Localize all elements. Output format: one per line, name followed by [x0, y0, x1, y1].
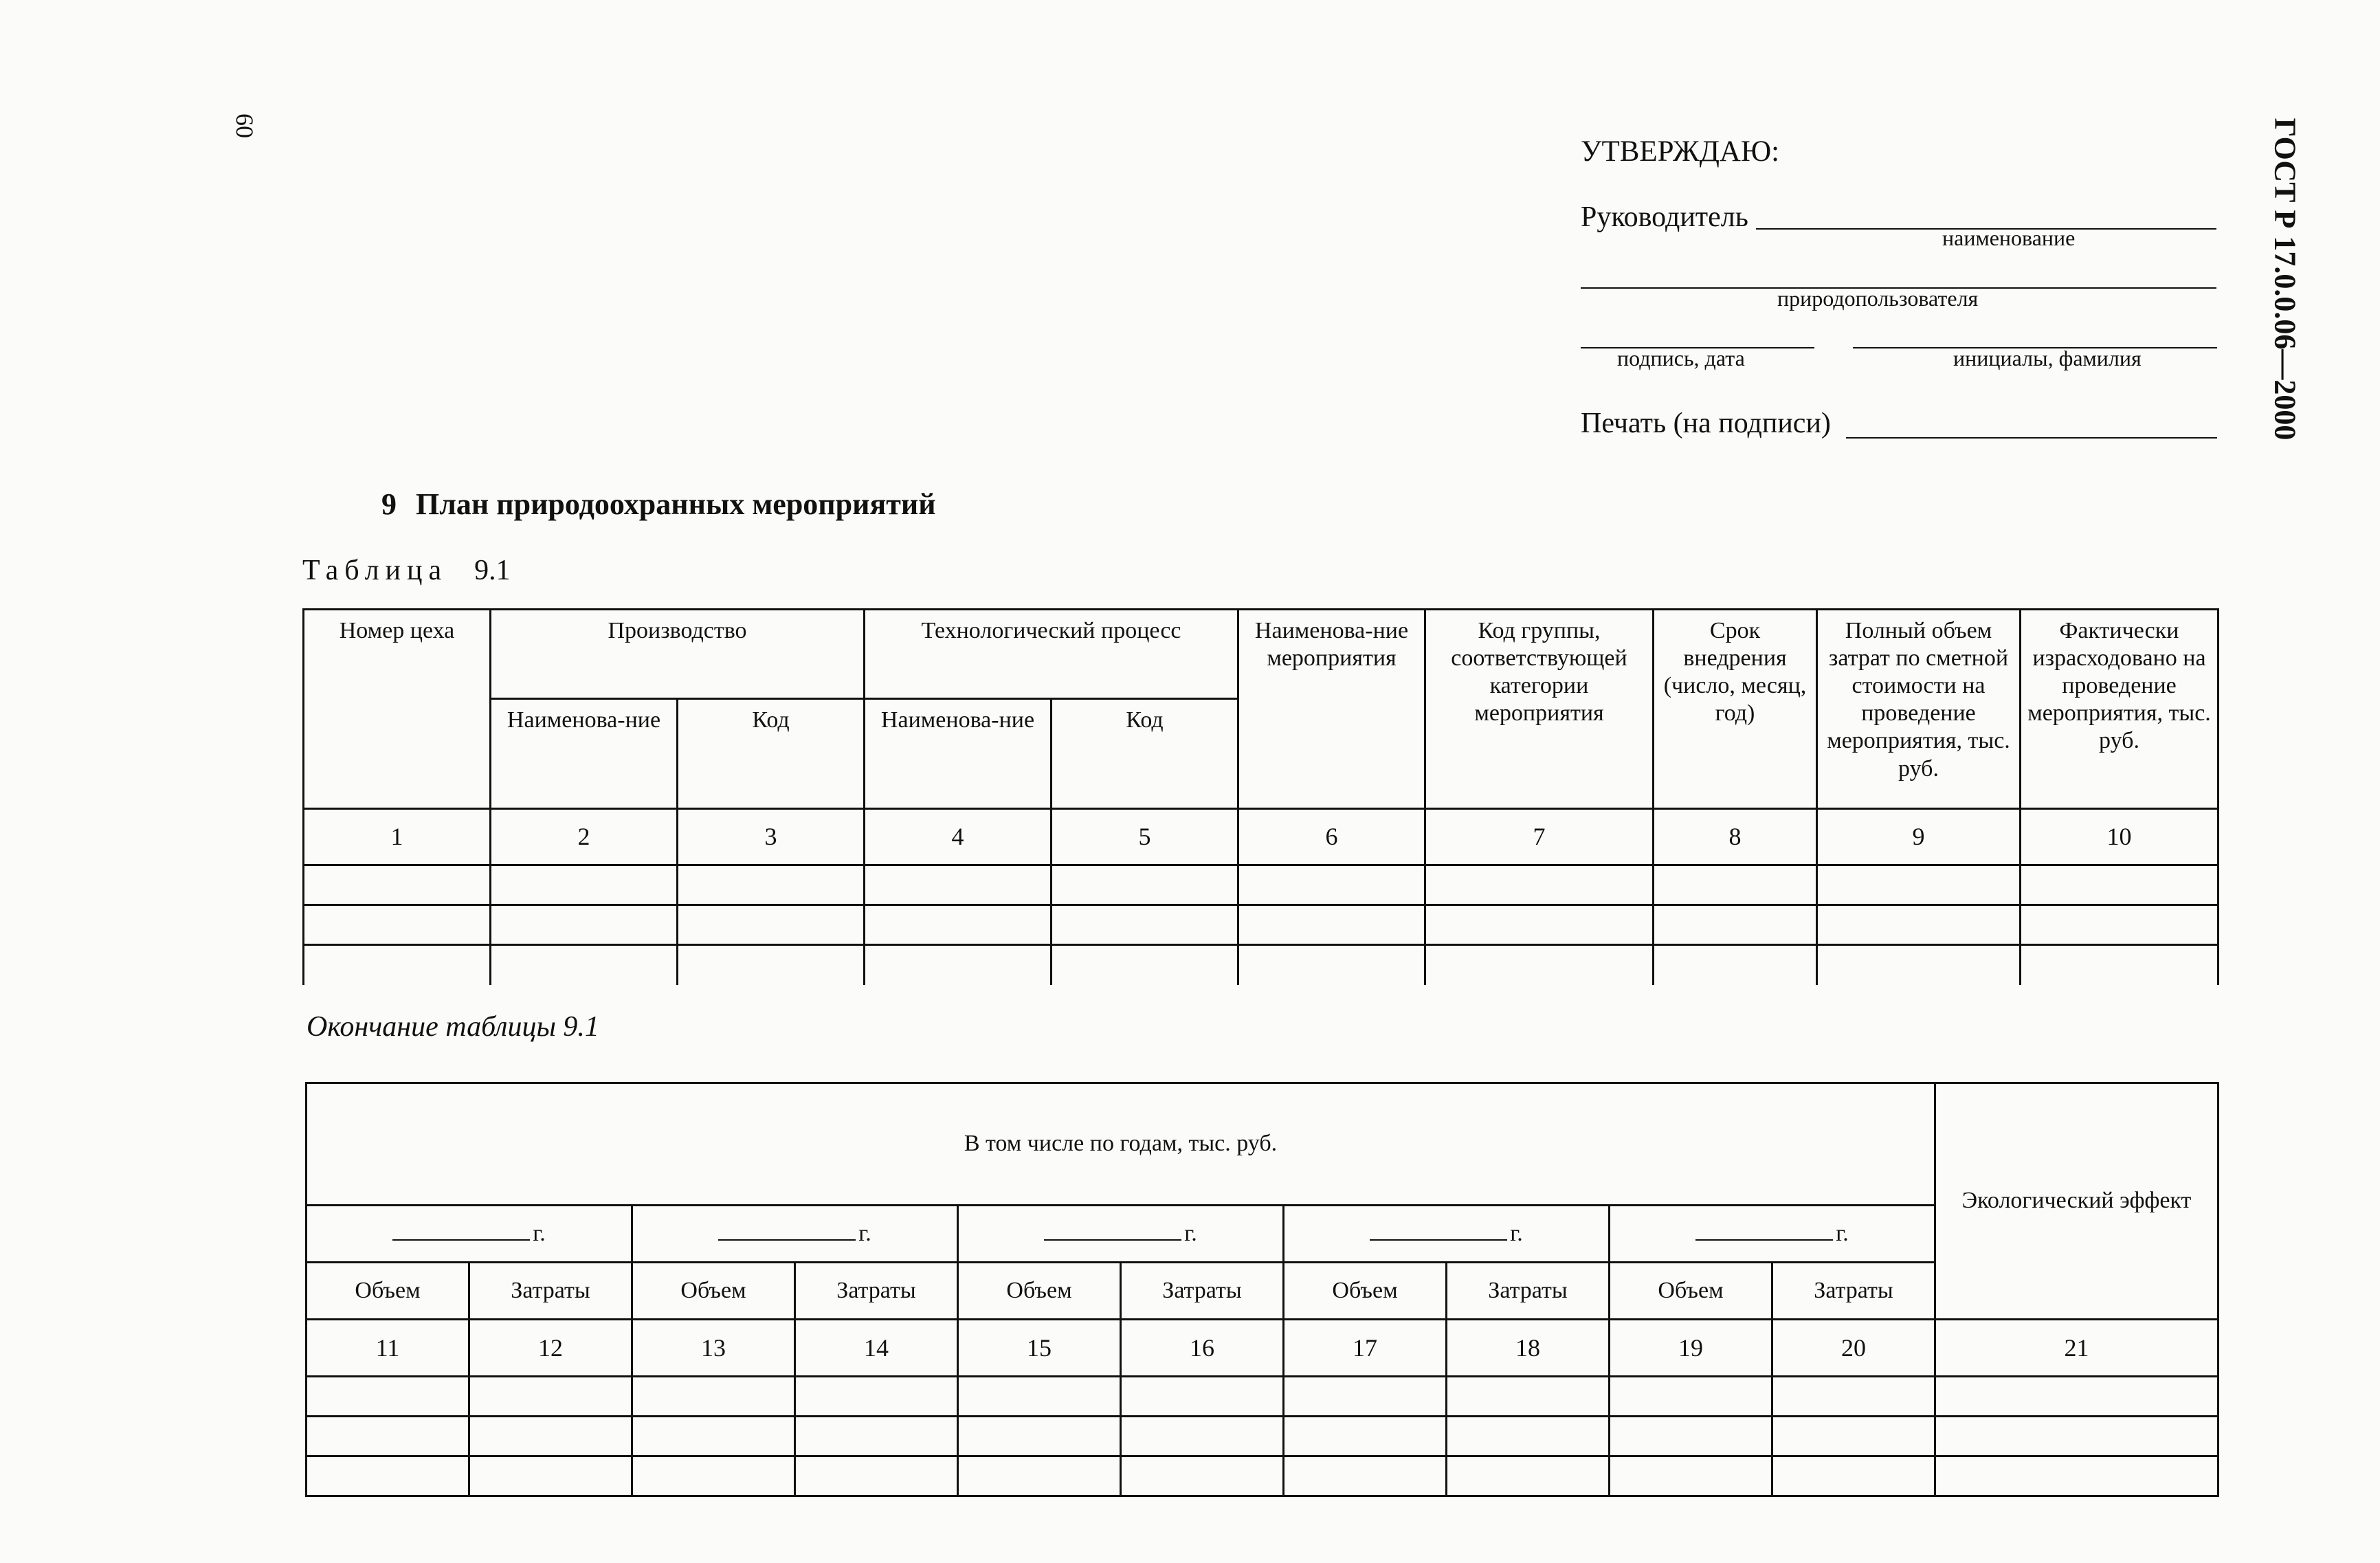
- header-costs: Затраты: [1121, 1263, 1284, 1320]
- column-number: 3: [678, 809, 865, 865]
- head-label: Руководитель: [1581, 201, 1748, 233]
- column-number: 14: [795, 1320, 958, 1377]
- table-row: [304, 905, 2218, 945]
- header-tech-process: Технологический процесс: [865, 610, 1238, 699]
- column-number: 6: [1238, 809, 1425, 865]
- seal-line: [1846, 437, 2217, 439]
- header-process-name: Наименова-ние: [865, 699, 1052, 809]
- column-number: 19: [1610, 1320, 1772, 1377]
- header-volume: Объем: [1610, 1263, 1772, 1320]
- table-9-1: [302, 608, 2219, 985]
- table-row: [304, 865, 2218, 905]
- section-title-text: План природоохранных мероприятий: [416, 487, 936, 521]
- table1-caption-word: Таблица: [302, 555, 448, 586]
- year-cell: [1610, 1206, 1935, 1263]
- column-number: 15: [958, 1320, 1121, 1377]
- document-code-text: ГОСТ Р 17.0.0.06—2000: [2268, 118, 2302, 441]
- year-blank: [1044, 1226, 1181, 1241]
- year-suffix: г.: [533, 1220, 546, 1246]
- header-costs: Затраты: [1447, 1263, 1610, 1320]
- name-hint: наименование: [1942, 225, 2076, 250]
- year-suffix: г.: [1184, 1220, 1197, 1246]
- table1-caption: [302, 554, 511, 587]
- header-eco-effect: Экологический эффект: [1935, 1083, 2218, 1320]
- table-9-1-continued: [305, 1082, 2219, 1497]
- column-number: 18: [1447, 1320, 1610, 1377]
- header-costs: Затраты: [795, 1263, 958, 1320]
- column-number: 11: [307, 1320, 469, 1377]
- seal-label: Печать (на подписи): [1581, 408, 1831, 439]
- year-cell: [1284, 1206, 1610, 1263]
- section-title: [381, 487, 936, 522]
- header-costs: Затраты: [1772, 1263, 1935, 1320]
- column-number: 10: [2021, 809, 2218, 865]
- table1-caption-number: 9.1: [474, 555, 511, 586]
- year-cell: [307, 1206, 632, 1263]
- header-actual-spent: Фактически израсходовано на проведение мероприятия, тыс. руб.: [2021, 610, 2218, 809]
- column-number: 8: [1654, 809, 1817, 865]
- header-by-years: В том числе по годам, тыс. руб.: [307, 1083, 1935, 1206]
- header-production: Производство: [491, 610, 865, 699]
- header-production-name: Наименова-ние: [491, 699, 678, 809]
- initials-hint: инициалы, фамилия: [1953, 346, 2142, 370]
- header-volume: Объем: [958, 1263, 1121, 1320]
- table-row: [304, 945, 2218, 985]
- table-row: [307, 1456, 2218, 1496]
- year-suffix: г.: [1836, 1220, 1849, 1246]
- section-number: 9: [381, 487, 397, 521]
- table-row: [307, 1417, 2218, 1456]
- column-number: 1: [304, 809, 491, 865]
- column-number: 16: [1121, 1320, 1284, 1377]
- year-blank: [392, 1226, 530, 1241]
- header-shop-number: Номер цеха: [304, 610, 491, 809]
- document-code: [2265, 107, 2306, 451]
- header-volume: Объем: [632, 1263, 795, 1320]
- signature-hint: подпись, дата: [1617, 346, 1745, 370]
- header-process-code: Код: [1052, 699, 1238, 809]
- page-number: 60: [231, 113, 258, 138]
- header-volume: Объем: [307, 1263, 469, 1320]
- column-number: 13: [632, 1320, 795, 1377]
- column-number: 4: [865, 809, 1052, 865]
- year-blank: [1370, 1226, 1507, 1241]
- column-number: 20: [1772, 1320, 1935, 1377]
- column-number: 5: [1052, 809, 1238, 865]
- column-number: 9: [1817, 809, 2021, 865]
- header-deadline: Срок внедрения (число, месяц, год): [1654, 610, 1817, 809]
- header-volume: Объем: [1284, 1263, 1447, 1320]
- header-measure-name: Наименова-ние мероприятия: [1238, 610, 1425, 809]
- header-group-code: Код группы, соответствующей категории мероприятия: [1425, 610, 1654, 809]
- column-number: 21: [1935, 1320, 2218, 1377]
- approval-heading: УТВЕРЖДАЮ:: [1581, 135, 1780, 168]
- year-suffix: г.: [1510, 1220, 1523, 1246]
- year-blank: [1695, 1226, 1833, 1241]
- header-costs: Затраты: [469, 1263, 632, 1320]
- year-suffix: г.: [858, 1220, 871, 1246]
- year-cell: [632, 1206, 958, 1263]
- table-row: [307, 1377, 2218, 1417]
- header-total-cost: Полный объем затрат по сметной стоимости на проведение мероприятия, тыс. руб.: [1817, 610, 2021, 809]
- year-cell: [958, 1206, 1284, 1263]
- column-number: 17: [1284, 1320, 1447, 1377]
- org-hint: природопользователя: [1777, 286, 1979, 311]
- column-number: 7: [1425, 809, 1654, 865]
- header-production-code: Код: [678, 699, 865, 809]
- column-number: 2: [491, 809, 678, 865]
- table2-caption: Окончание таблицы 9.1: [307, 1011, 599, 1043]
- year-blank: [718, 1226, 856, 1241]
- column-number: 12: [469, 1320, 632, 1377]
